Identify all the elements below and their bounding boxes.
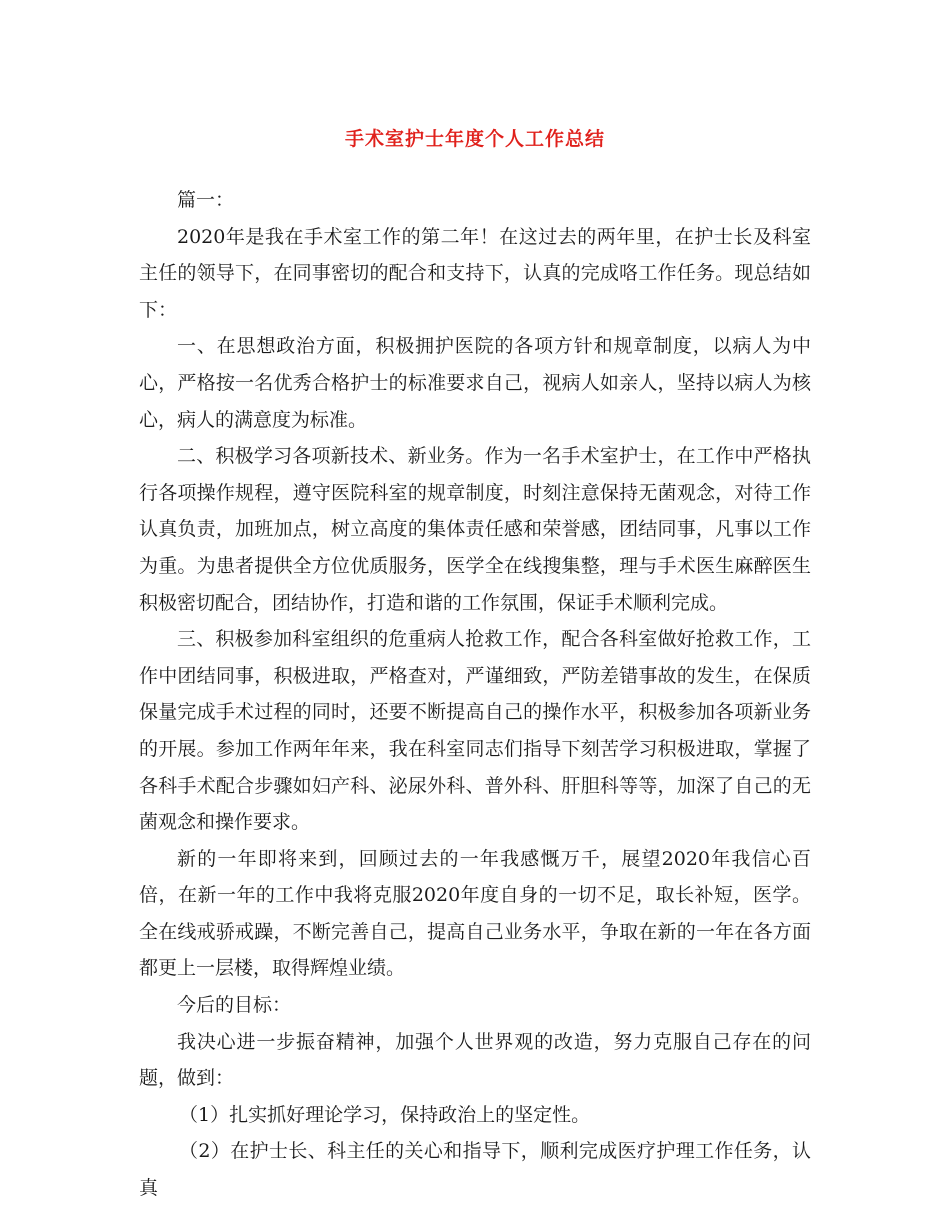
paragraph-point-three: 三、积极参加科室组织的危重病人抢救工作，配合各科室做好抢救工作，工作中团结同事，积极进取，严格查对，严谨细致，严防差错事故的发生，在保质保量完成手术过程的同时，还要不断提高自己的操作水平，积极参加各项新业务的开展。参加工作两年年来，我在科室同志们指导下刻苦学习积极进取，掌握了各科手术配合步骤如妇产科、泌尿外科、普外科、肝胆科等等，加深了自己的无菌观念和操作要求。 <box>139 628 811 834</box>
document-body <box>139 182 811 1207</box>
paragraph-section-heading: 篇一： <box>177 189 235 211</box>
list-item-goal-one: （1）扎实抓好理论学习，保持政治上的坚定性。 <box>179 1103 591 1126</box>
paragraph-goals-intro: 我决心进一步振奋精神，加强个人世界观的改造，努力克服自己存在的问题，做到： <box>139 1030 811 1090</box>
paragraph-point-one: 一、在思想政治方面，积极拥护医院的各项方针和规章制度，以病人为中心，严格按一名优秀合格护士的标准要求自己，视病人如亲人，坚持以病人为核心，病人的满意度为标准。 <box>139 335 811 431</box>
list-item-goal-two: （2）在护士长、科主任的关心和指导下，顺利完成医疗护理工作任务，认真 <box>139 1140 811 1200</box>
paragraph-point-two: 二、积极学习各项新技术、新业务。作为一名手术室护士，在工作中严格执行各项操作规程，遵守医院科室的规章制度，时刻注意保持无菌观念，对待工作认真负责，加班加点，树立高度的集体责任感和荣誉感，团结同事，凡事以工作为重。为患者提供全方位优质服务，医学全在线搜集整，理与手术医生麻醉医生积极密切配合，团结协作，打造和谐的工作氛围，保证手术顺利完成。 <box>139 445 811 614</box>
paragraph-goals-heading: 今后的目标： <box>177 994 292 1017</box>
paragraph-intro: 2020年是我在手术室工作的第二年！在这过去的两年里，在护士长及科室主任的领导下，在同事密切的配合和支持下，认真的完成咯工作任务。现总结如下： <box>139 225 811 321</box>
document-title: 手术室护士年度个人工作总结 <box>344 128 605 150</box>
paragraph-outlook: 新的一年即将来到，回顾过去的一年我感慨万千，展望2020年我信心百倍，在新一年的工作中我将克服2020年度自身的一切不足，取长补短，医学。全在线戒骄戒躁，不断完善自己，提高自己业务水平，争取在新的一年在各方面都更上一层楼，取得辉煌业绩。 <box>139 847 811 980</box>
